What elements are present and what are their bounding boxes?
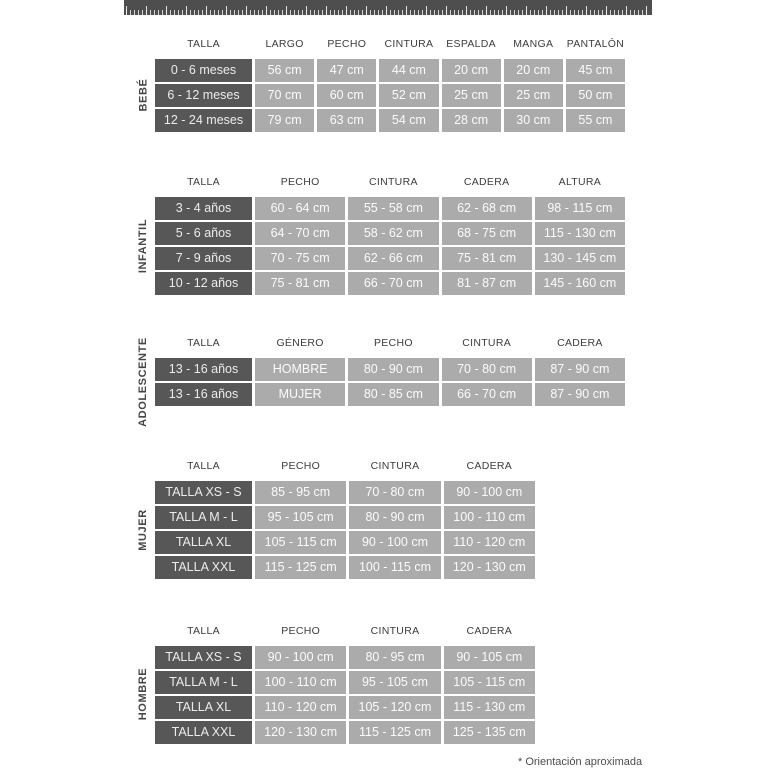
measure-cell: 80 - 95 cm xyxy=(349,646,440,669)
measure-cell: 75 - 81 cm xyxy=(442,247,532,270)
measure-cell: 75 - 81 cm xyxy=(255,272,345,295)
column-header: PECHO xyxy=(281,625,321,637)
measure-cell: 120 - 130 cm xyxy=(255,721,346,744)
measure-cell: 79 cm xyxy=(255,109,314,132)
measure-cell: 44 cm xyxy=(379,59,438,82)
size-cell: TALLA XL xyxy=(155,531,252,554)
table-row xyxy=(155,531,535,554)
size-table-bebe xyxy=(155,36,625,134)
measure-cell: 70 - 80 cm xyxy=(442,358,532,381)
measure-cell: 55 cm xyxy=(566,109,625,132)
table-row xyxy=(155,671,535,694)
measure-cell: 100 - 110 cm xyxy=(255,671,346,694)
column-header: PECHO xyxy=(373,337,413,349)
column-header: TALLA xyxy=(187,337,220,349)
table-row xyxy=(155,358,625,381)
measure-cell: 110 - 120 cm xyxy=(444,531,535,554)
measure-cell: 63 cm xyxy=(317,109,376,132)
measure-cell: 58 - 62 cm xyxy=(348,222,438,245)
table-row xyxy=(155,272,625,295)
measure-cell: 115 - 125 cm xyxy=(255,556,346,579)
measure-cell: HOMBRE xyxy=(255,358,345,381)
table-row xyxy=(155,197,625,220)
table-row xyxy=(155,247,625,270)
section-label-mujer: MUJER xyxy=(137,509,149,551)
table-header-row xyxy=(155,335,625,351)
column-header: CINTURA xyxy=(370,625,420,637)
section-label-bebe: BEBÉ xyxy=(137,78,150,112)
size-cell: 12 - 24 meses xyxy=(155,109,252,132)
table-row xyxy=(155,506,535,529)
measure-cell: 70 cm xyxy=(255,84,314,107)
column-header: ESPALDA xyxy=(446,38,496,50)
size-table-infantil xyxy=(155,174,625,297)
measure-cell: 62 - 66 cm xyxy=(348,247,438,270)
measure-cell: 110 - 120 cm xyxy=(255,696,346,719)
column-header: MANGA xyxy=(513,38,554,50)
column-header: LARGO xyxy=(265,38,304,50)
table-row xyxy=(155,721,535,744)
table-header-row xyxy=(155,458,535,474)
column-header: ALTURA xyxy=(558,176,602,188)
measure-cell: 68 - 75 cm xyxy=(442,222,532,245)
ruler-icon xyxy=(124,0,652,15)
measure-cell: 115 - 130 cm xyxy=(444,696,535,719)
measure-cell: 45 cm xyxy=(566,59,625,82)
table-row xyxy=(155,646,535,669)
measure-cell: 90 - 100 cm xyxy=(255,646,346,669)
section-label-infantil: INFANTIL xyxy=(137,218,149,274)
size-cell: 13 - 16 años xyxy=(155,358,252,381)
measure-cell: 55 - 58 cm xyxy=(348,197,438,220)
measure-cell: 25 cm xyxy=(504,84,563,107)
column-header: PECHO xyxy=(327,38,367,50)
size-cell: 13 - 16 años xyxy=(155,383,252,406)
measure-cell: 20 cm xyxy=(442,59,501,82)
size-cell: 3 - 4 años xyxy=(155,197,252,220)
size-cell: 5 - 6 años xyxy=(155,222,252,245)
size-cell: TALLA M - L xyxy=(155,671,252,694)
column-header: TALLA xyxy=(187,38,220,50)
column-header: CINTURA xyxy=(384,38,434,50)
column-header: CADERA xyxy=(557,337,603,349)
section-label-hombre: HOMBRE xyxy=(137,667,149,721)
measure-cell: 87 - 90 cm xyxy=(535,358,625,381)
column-header: CADERA xyxy=(466,460,513,472)
measure-cell: 87 - 90 cm xyxy=(535,383,625,406)
size-cell: TALLA XXL xyxy=(155,721,252,744)
column-header: TALLA xyxy=(187,460,220,472)
size-cell: 10 - 12 años xyxy=(155,272,252,295)
measure-cell: 81 - 87 cm xyxy=(442,272,532,295)
table-row xyxy=(155,696,535,719)
measure-cell: 50 cm xyxy=(566,84,625,107)
measure-cell: 100 - 110 cm xyxy=(444,506,535,529)
measure-cell: 66 - 70 cm xyxy=(442,383,532,406)
table-row xyxy=(155,59,625,82)
table-row xyxy=(155,481,535,504)
size-cell: 7 - 9 años xyxy=(155,247,252,270)
column-header: CADERA xyxy=(466,625,513,637)
measure-cell: 90 - 100 cm xyxy=(349,531,440,554)
table-row xyxy=(155,222,625,245)
column-header: PECHO xyxy=(281,460,321,472)
measure-cell: MUJER xyxy=(255,383,345,406)
measure-cell: 105 - 115 cm xyxy=(444,671,535,694)
size-cell: TALLA XXL xyxy=(155,556,252,579)
measure-cell: 60 - 64 cm xyxy=(255,197,345,220)
section-label-adolescente: ADOLESCENTE xyxy=(137,337,149,427)
size-cell: TALLA XS - S xyxy=(155,481,252,504)
table-header-row xyxy=(155,36,625,52)
measure-cell: 52 cm xyxy=(379,84,438,107)
column-header: PECHO xyxy=(280,176,320,188)
size-cell: TALLA M - L xyxy=(155,506,252,529)
size-cell: 6 - 12 meses xyxy=(155,84,252,107)
column-header: CINTURA xyxy=(462,337,511,349)
measure-cell: 130 - 145 cm xyxy=(535,247,625,270)
measure-cell: 90 - 100 cm xyxy=(444,481,535,504)
size-table-mujer xyxy=(155,458,535,581)
measure-cell: 28 cm xyxy=(442,109,501,132)
measure-cell: 105 - 120 cm xyxy=(349,696,440,719)
measure-cell: 25 cm xyxy=(442,84,501,107)
measure-cell: 145 - 160 cm xyxy=(535,272,625,295)
measure-cell: 64 - 70 cm xyxy=(255,222,345,245)
measure-cell: 20 cm xyxy=(504,59,563,82)
measure-cell: 90 - 105 cm xyxy=(444,646,535,669)
column-header: CINTURA xyxy=(370,460,420,472)
table-row xyxy=(155,84,625,107)
column-header: PANTALÓN xyxy=(566,38,625,50)
measure-cell: 120 - 130 cm xyxy=(444,556,535,579)
size-cell: TALLA XS - S xyxy=(155,646,252,669)
measure-cell: 70 - 80 cm xyxy=(349,481,440,504)
table-header-row xyxy=(155,623,535,639)
footnote: * Orientación aproximada xyxy=(518,756,643,768)
column-header: TALLA xyxy=(187,625,220,637)
measure-cell: 30 cm xyxy=(504,109,563,132)
column-header: CADERA xyxy=(463,176,510,188)
table-row xyxy=(155,109,625,132)
table-header-row xyxy=(155,174,625,190)
measure-cell: 56 cm xyxy=(255,59,314,82)
measure-cell: 115 - 130 cm xyxy=(535,222,625,245)
size-cell: 0 - 6 meses xyxy=(155,59,252,82)
measure-cell: 85 - 95 cm xyxy=(255,481,346,504)
measure-cell: 62 - 68 cm xyxy=(442,197,532,220)
measure-cell: 125 - 135 cm xyxy=(444,721,535,744)
measure-cell: 66 - 70 cm xyxy=(348,272,438,295)
measure-cell: 95 - 105 cm xyxy=(255,506,346,529)
table-row xyxy=(155,383,625,406)
size-table-adolescente xyxy=(155,335,625,408)
size-cell: TALLA XL xyxy=(155,696,252,719)
measure-cell: 47 cm xyxy=(317,59,376,82)
table-row xyxy=(155,556,535,579)
size-table-hombre xyxy=(155,623,535,746)
measure-cell: 115 - 125 cm xyxy=(349,721,440,744)
measure-cell: 70 - 75 cm xyxy=(255,247,345,270)
measure-cell: 105 - 115 cm xyxy=(255,531,346,554)
measure-cell: 100 - 115 cm xyxy=(349,556,440,579)
column-header: TALLA xyxy=(187,176,220,188)
measure-cell: 80 - 85 cm xyxy=(348,383,438,406)
measure-cell: 98 - 115 cm xyxy=(535,197,625,220)
measure-cell: 95 - 105 cm xyxy=(349,671,440,694)
measure-cell: 80 - 90 cm xyxy=(349,506,440,529)
column-header: GÉNERO xyxy=(276,337,324,349)
measure-cell: 54 cm xyxy=(379,109,438,132)
measure-cell: 60 cm xyxy=(317,84,376,107)
column-header: CINTURA xyxy=(368,176,418,188)
measure-cell: 80 - 90 cm xyxy=(348,358,438,381)
